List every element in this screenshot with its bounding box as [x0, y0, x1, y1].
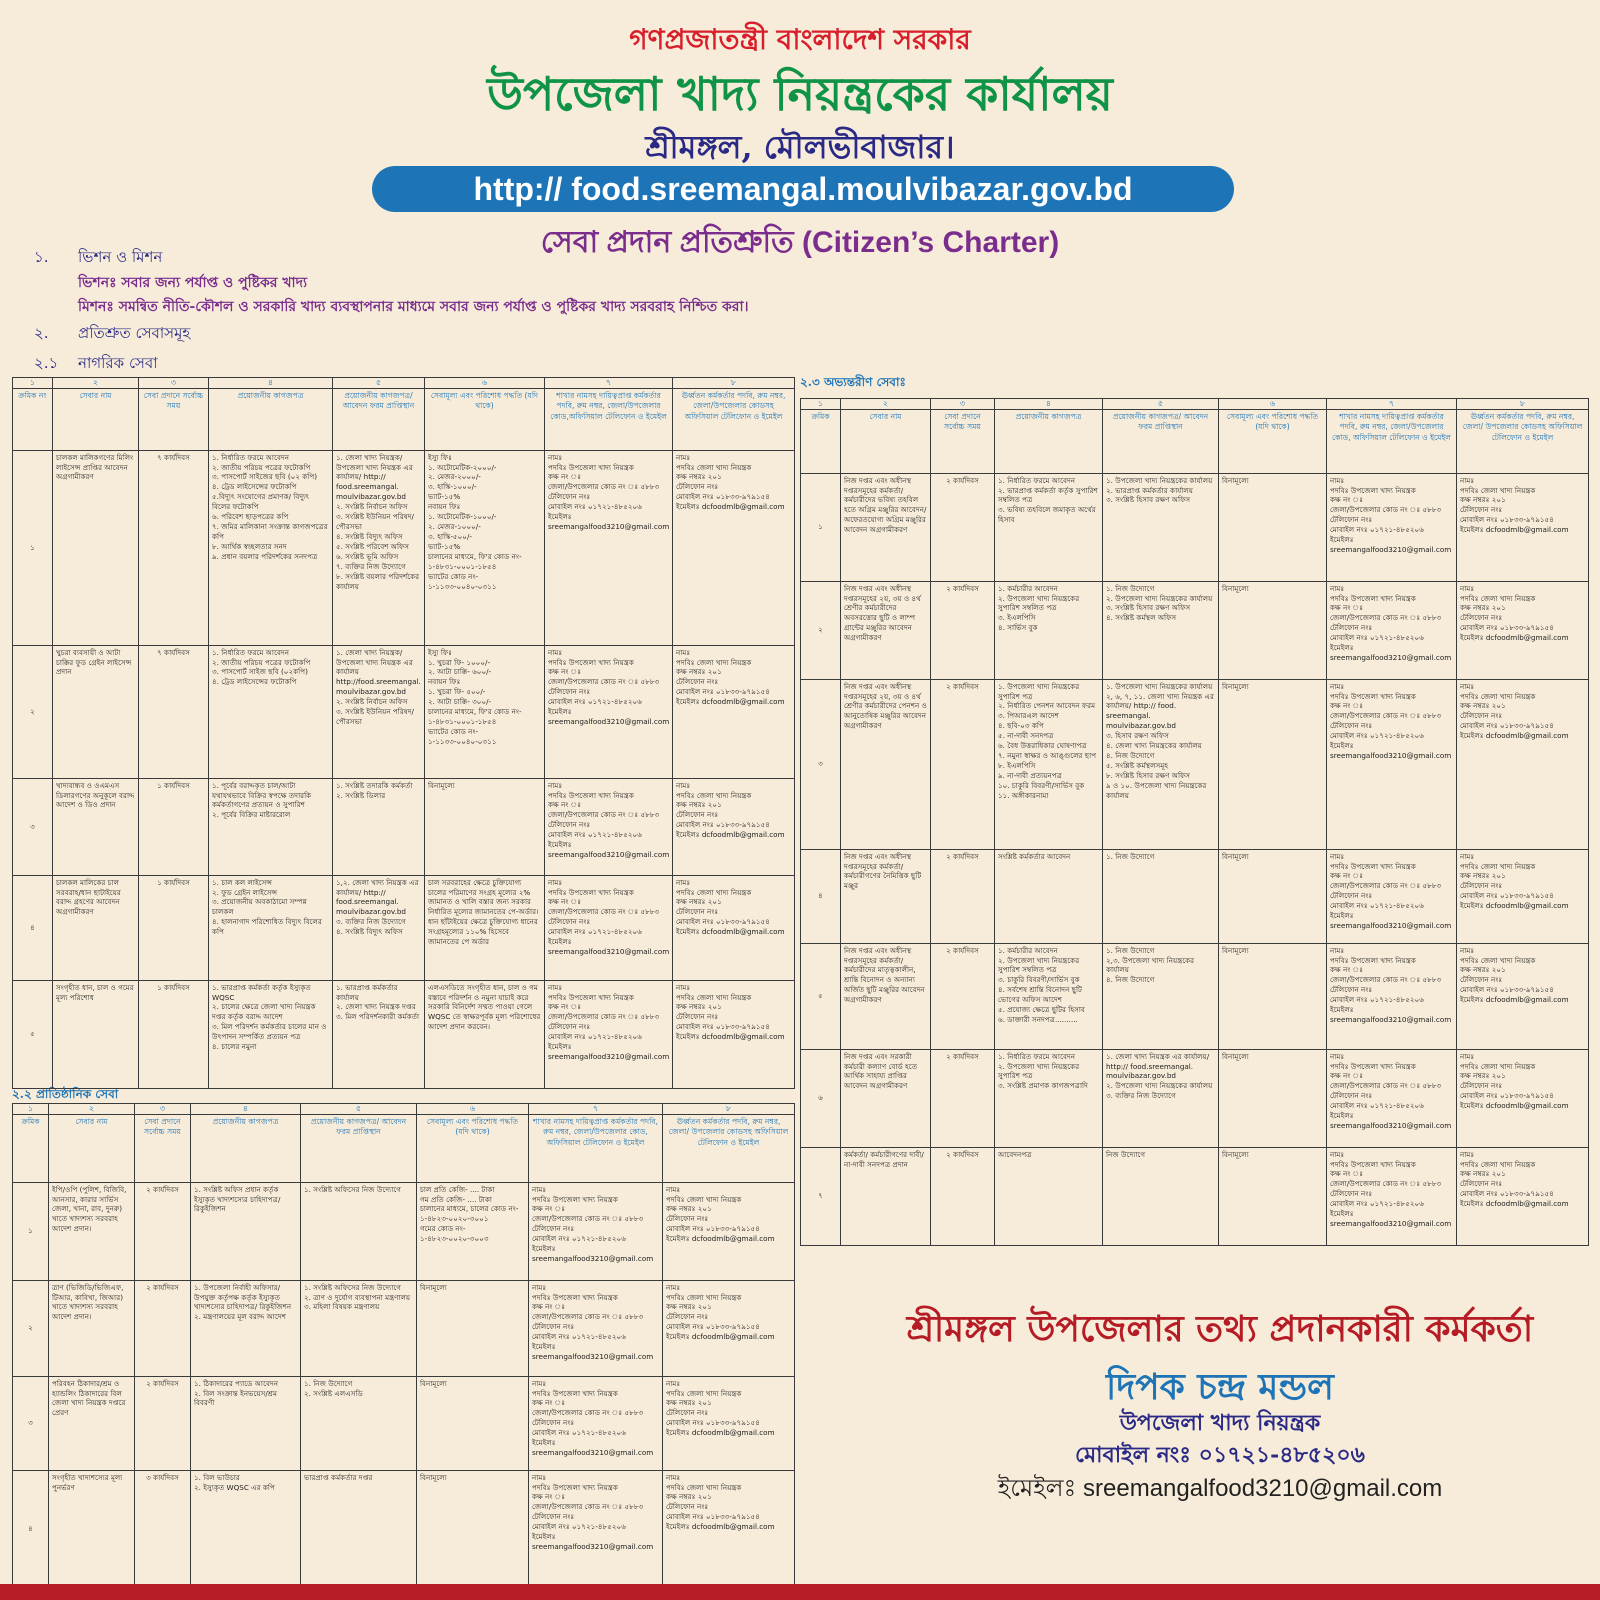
max-time-cell: ২ কার্যদিবস — [931, 1147, 995, 1245]
officer-cell: নামঃ পদবিঃ উপজেলা খাদ্য নিয়ন্ত্রক কক্ষ নং ঃ জেলা/উপজেলার কোড নং ঃ ৫৮৮৩ টেলিফোন নংঃ মোবাইল নংঃ ০১৭২১-৪৮৫২০৬ ইমেইলঃ sreemangalfood3210@gmail.com — [1327, 1049, 1457, 1147]
header-superior: ঊর্ধ্বতন কর্মকর্তার পদবি, রুম নম্বর, জেলা/ উপজেলার কোডসহ অফিসিয়াল টেলিফোন ও ইমেইল — [663, 1114, 795, 1182]
required-docs-cell: ১. নির্ধারিত ফরমে আবেদন ২. ভারপ্রাপ্ত কর্মকর্তা কর্তৃক সুপারিশ সম্বলিত পত্র ৩. ভবিষ্য তহবিলে জমাকৃত অর্থের হিসাব — [995, 473, 1103, 581]
header-serial: ক্রমিক — [13, 1114, 49, 1182]
col-number: ২ — [841, 399, 931, 410]
service-name-cell: খুচরা ব্যবসায়ী ও আটা চাক্কির ফুড গ্রেইন লাইসেন্স প্রদান — [53, 645, 139, 778]
serial-cell: ৩ — [13, 778, 53, 875]
table-row — [13, 1470, 795, 1588]
col-number: ৬ — [1219, 399, 1327, 410]
col-number: ৪ — [191, 1104, 301, 1115]
officer-cell: নামঃ পদবিঃ উপজেলা খাদ্য নিয়ন্ত্রক কক্ষ নং ঃ জেলা/উপজেলার কোড নং ঃ ৫৮৮৩ টেলিফোন নংঃ মোবাইল নংঃ ০১৭২১-৪৮৫২০৬ ইমেইলঃ sreemangalfood3210@gmail.com — [545, 875, 673, 980]
header-form-source: প্রয়োজনীয় কাগজপত্র/ আবেদন ফরম প্রাপ্তিস্থান — [333, 388, 425, 450]
max-time-cell: ১ কার্যদিবস — [139, 980, 209, 1088]
service-name-cell: চালকল মালিকের চাল সরবরাহ/ধান ছাটাইয়ের বরাদ্দ গ্রহণের আবেদন অগ্রগামীকরণ — [53, 875, 139, 980]
header-superior: ঊর্ধ্বতন কর্মকর্তার পদবি, রুম নম্বর, জেলা/ উপজেলার কোডসহ অফিসিয়াল টেলিফোন ও ইমেইল — [1457, 409, 1589, 473]
serial-cell: ৫ — [13, 980, 53, 1088]
header-serial: ক্রমিক নং — [13, 388, 53, 450]
table-row — [13, 778, 795, 875]
table-row — [13, 450, 795, 645]
info-officer-mobile: মোবাইল নংঃ ০১৭২১-৪৮৫২০৬ — [1075, 1442, 1365, 1468]
website-url[interactable]: http:// food.sreemangal.moulvibazar.gov.bd — [372, 166, 1234, 212]
fee-cell: ইস্যু ফিঃ ১. অটোমেটিক-২০০০/- ২. মেজর-২০০০/- ৩. হাস্কি-১০০০/- ভ্যাট-১৫% নবায়ন ফিঃ ১. অটোমেটিক-১০০০/- ২. মেজর-১০০০/- ৩. হাস্কি-৫০০/- ভ্যাট-১৫% চালানের মাধ্যমে, ফি'র কোড নং- ১-৪৮৩১-০০০১-১৮৫৪ ভ্যাটের কোড নং- ১-১১৩৩-০০৪০-০৩১১ — [425, 450, 545, 645]
officer-cell: নামঃ পদবিঃ উপজেলা খাদ্য নিয়ন্ত্রক কক্ষ নং ঃ জেলা/উপজেলার কোড নং ঃ ৫৮৮৩ টেলিফোন নংঃ মোবাইল নংঃ ০১৭২১-৪৮৫২০৬ ইমেইলঃ sreemangalfood3210@gmail.com — [545, 450, 673, 645]
serial-cell: ৭ — [801, 1147, 841, 1245]
service-name-cell: চালকল মালিকগণের মিলিং লাইসেন্স প্রাপ্তির আবেদন অগ্রগামীকরণ — [53, 450, 139, 645]
officer-cell: নামঃ পদবিঃ উপজেলা খাদ্য নিয়ন্ত্রক কক্ষ নং ঃ জেলা/উপজেলার কোড নং ঃ ৫৮৮৩ টেলিফোন নংঃ মোবাইল নংঃ ০১৭২১-৪৮৫২০৬ ইমেইলঃ sreemangalfood3210@gmail.com — [529, 1376, 663, 1470]
superior-cell: নামঃ পদবিঃ জেলা খাদ্য নিয়ন্ত্রক কক্ষ নম্বরঃ ২০১ টেলিফোন নংঃ মোবাইল নংঃ ০১৮৩৩-৯৭৯১৫৪ ইমেইলঃ dcfoodmlb@gmail.com — [673, 875, 795, 980]
fee-cell: বিনামূল্যে — [1219, 473, 1327, 581]
officer-cell: নামঃ পদবিঃ উপজেলা খাদ্য নিয়ন্ত্রক কক্ষ নং ঃ জেলা/উপজেলার কোড নং ঃ ৫৮৮৩ টেলিফোন নংঃ মোবাইল নংঃ ০১৭২১-৪৮৫২০৬ ইমেইলঃ sreemangalfood3210@gmail.com — [1327, 849, 1457, 943]
col-number: ৩ — [931, 399, 995, 410]
serial-cell: ৪ — [13, 1470, 49, 1588]
table-row — [801, 849, 1589, 943]
required-docs-cell: ১. নির্ধারিত ফরমে আবেদন ২. উপজেলা খাদ্য নিয়ন্ত্রকের সুপারিশ পত্র ৩. সংশ্লিষ্ট প্রমাণক কাগজপত্রাদি — [995, 1049, 1103, 1147]
col-number: ৫ — [333, 378, 425, 389]
table-row — [13, 875, 795, 980]
officer-cell: নামঃ পদবিঃ উপজেলা খাদ্য নিয়ন্ত্রক কক্ষ নং ঃ জেলা/উপজেলার কোড নং ঃ ৫৮৮৩ টেলিফোন নংঃ মোবাইল নংঃ ০১৭২১-৪৮৫২০৬ ইমেইলঃ sreemangalfood3210@gmail.com — [545, 980, 673, 1088]
required-docs-cell: ১. সংশ্লিষ্ট অফিস প্রধান কর্তৃক ইস্যুকৃত খাদ্যশস্যের চাহিদাপত্র/ রিকুইজিশন — [191, 1182, 301, 1280]
col-number: ৭ — [529, 1104, 663, 1115]
header-form-source: প্রয়োজনীয় কাগজপত্র/ আবেদন ফরম প্রাপ্তিস্থান — [301, 1114, 417, 1182]
superior-cell: নামঃ পদবিঃ জেলা খাদ্য নিয়ন্ত্রক কক্ষ নম্বরঃ ২০১ টেলিফোন নংঃ মোবাইল নংঃ ০১৮৩৩-৯৭৯১৫৪ ইমেইলঃ dcfoodmlb@gmail.com — [673, 778, 795, 875]
section-23-title: ২.৩ অভ্যন্তরীণ সেবাঃ — [800, 375, 906, 389]
max-time-cell: ২ কার্যদিবস — [931, 473, 995, 581]
superior-cell: নামঃ পদবিঃ জেলা খাদ্য নিয়ন্ত্রক কক্ষ নম্বরঃ ২০১ টেলিফোন নংঃ মোবাইল নংঃ ০১৮৩৩-৯৭৯১৫৪ ইমেইলঃ dcfoodmlb@gmail.com — [663, 1280, 795, 1376]
col-number: ৮ — [663, 1104, 795, 1115]
form-source-cell: ১. নিজ উদ্যোগে ২. উপজেলা খাদ্য নিয়ন্ত্রকের কার্যালয় ৩. সংশ্লিষ্ট হিসাব রক্ষণ অফিস ৪. সংশ্লিষ্ট কর্মস্থল অফিস — [1103, 581, 1219, 679]
form-source-cell: ১. উপজেলা খাদ্য নিয়ন্ত্রকের কার্যালয় ২. ভারপ্রাপ্ত কর্মকর্তার কার্যালয় ৩. সংশ্লিষ্ট হিসাব রক্ষণ অফিস — [1103, 473, 1219, 581]
section-21-heading — [34, 352, 158, 377]
serial-cell: ৪ — [13, 875, 53, 980]
required-docs-cell: ১. পূর্বের বরাদ্দকৃত চাল/আটা যথাযথভাবে বিক্রির স্বপক্ষে তদারকি কর্মকর্তাগণের প্রত্যয়ন ও সুপারিশ ২. পূর্বের বিক্রির মাষ্টাররোল — [209, 778, 333, 875]
section-21-number: ২.১ — [34, 354, 59, 372]
header-officer: শাখার নামসহ দায়িত্বপ্রাপ্ত কর্মকর্তার পদবি, রুম নম্বর, জেলা/উপজেলার কোড,অফিসিয়াল টেলিফোন ও ইমেইল — [545, 388, 673, 450]
service-name-cell: সংগৃহীত ধান, চাল ও গমের মূল্য পরিশোধ — [53, 980, 139, 1088]
form-source-cell: ১. জেলা খাদ্য নিয়ন্ত্রক/উপজেলা খাদ্য নিয়ন্ত্রক এর কার্যালয় http://food.sreemangal. moulvibazar.gov.bd ২. সংশ্লিষ্ট নির্বাচন অফিস ৩. সংশ্লিষ্ট ইউনিয়ন পরিষদ/পৌরসভা — [333, 645, 425, 778]
institutional-table-body — [13, 1182, 795, 1588]
service-name-cell: নিজ দপ্তর এবং সরকারী কর্মচারী কল্যাণ বোর্ড হতে আর্থিক সাহায্য প্রাপ্তির আবেদন অগ্রগামীকরণ — [841, 1049, 931, 1147]
superior-cell: নামঃ পদবিঃ জেলা খাদ্য নিয়ন্ত্রক কক্ষ নম্বরঃ ২০১ টেলিফোন নংঃ মোবাইল নংঃ ০১৮৩৩-৯৭৯১৫৪ ইমেইলঃ dcfoodmlb@gmail.com — [673, 450, 795, 645]
serial-cell: ১ — [13, 1182, 49, 1280]
required-docs-cell: ১. নির্ধারিত ফরমে আবেদন ২. জাতীয় পরিচয় পত্রের ফটোকপি ৩. পাসপোর্ট সাইজ ছবি (০২কপি) ৪. ট্রেড লাইসেন্সের ফটোকপি — [209, 645, 333, 778]
serial-cell: ২ — [13, 1280, 49, 1376]
header-service-name: সেবার নাম — [49, 1114, 135, 1182]
header-row — [13, 1114, 795, 1182]
col-number: ৫ — [301, 1104, 417, 1115]
serial-cell: ৫ — [801, 943, 841, 1049]
form-source-cell: ১. নিজ উদ্যোগে ২. সংশ্লিষ্ট এলএসডি — [301, 1376, 417, 1470]
serial-cell: ১ — [13, 450, 53, 645]
info-officer-subtitle: শ্রীমঙ্গল উপজেলার তথ্য প্রদানকারী কর্মকর্তা — [906, 1308, 1534, 1350]
fee-cell: বিনামূল্যে — [1219, 849, 1327, 943]
serial-cell: ১ — [801, 473, 841, 581]
header-required-docs: প্রয়োজনীয় কাগজপত্র — [191, 1114, 301, 1182]
col-number: ১ — [801, 399, 841, 410]
header-fee: সেবামূল্য এবং পরিশোধ পদ্ধতি (যদি থাকে) — [1219, 409, 1327, 473]
fee-cell: ইস্যু ফিঃ ১. খুচরা ফি- ১০০০/- ২. আটা চাক্কি- ৬০০/- নবায়ন ফিঃ ১. খুচরা ফি- ৫০০/- ২. আটা চাক্কি- ৩০০/- চালানের মাধ্যমে, ফি'র কোড নং- ১-৪৮৩১-০০০১-১৮৫৪ ভ্যাটের কোড নং- ১-১১৩৩-০০৪০-০৩১১ — [425, 645, 545, 778]
service-name-cell: ত্রাণ (ভিজিডি/ভিজিএফ, টিআর, কাবিখা, জিআর) খাতে খাদ্যশস্য সরবরাহ আদেশ প্রদান। — [49, 1280, 135, 1376]
service-name-cell: কর্মকর্তা/ কর্মচারীগণের দাবী/না-দাবী সনদপত্র প্রদান — [841, 1147, 931, 1245]
info-officer-email[interactable]: ইমেইলঃ sreemangalfood3210@gmail.com — [997, 1475, 1443, 1502]
required-docs-cell: ১. ঠিকাদারের প্যাডে আবেদন ২. বিল সংক্রান্ত ইনভয়েস/শ্রম বিবরণী — [191, 1376, 301, 1470]
required-docs-cell: সংশ্লিষ্ট কর্মকর্তার আবেদন — [995, 849, 1103, 943]
col-number: ৬ — [425, 378, 545, 389]
table-row — [13, 1280, 795, 1376]
institutional-services-table — [12, 1103, 795, 1589]
charter-title: সেবা প্রদান প্রতিশ্রুতি (Citizen’s Charter) — [540, 226, 1060, 259]
fee-cell: বিনামূল্যে — [1219, 943, 1327, 1049]
fee-cell: বিনামূল্যে — [425, 778, 545, 875]
service-name-cell: নিজ দপ্তর এবং অধীনস্থ দপ্তরসমূহের কর্মকর্তা/কর্মচারীগণের নৈমিত্তিক ছুটি মঞ্জুর — [841, 849, 931, 943]
form-source-cell: ১. উপজেলা খাদ্য নিয়ন্ত্রকের কার্যালয় ২, ৬, ৭, ১১. জেলা খাদ্য নিয়ন্ত্রক এর কার্যালয়/ http:// food. sreemangal. moulvibazar.gov.bd ৩. হিসাব রক্ষণ অফিস ৪. জেলা খাদ্য নিয়ন্ত্রকের কার্যালয় ৪. নিজ উদ্যোগে ৫. সংশ্লিষ্ট কর্মস্থলসমূহ ৮. সংশ্লিষ্ট হিসাব রক্ষণ অফিস ৯ ও ১০. উপজেলা খাদ্য নিয়ন্ত্রকের কার্যালয় — [1103, 679, 1219, 849]
fee-cell: বিনামূল্যে — [1219, 1049, 1327, 1147]
table-row — [801, 473, 1589, 581]
col-number: ২ — [53, 378, 139, 389]
office-location: শ্রীমঙ্গল, মৌলভীবাজার। — [645, 128, 955, 166]
officer-cell: নামঃ পদবিঃ উপজেলা খাদ্য নিয়ন্ত্রক কক্ষ নং ঃ জেলা/উপজেলার কোড নং ঃ ৫৮৮৩ টেলিফোন নংঃ মোবাইল নংঃ ০১৭২১-৪৮৫২০৬ ইমেইলঃ sreemangalfood3210@gmail.com — [1327, 1147, 1457, 1245]
fee-cell: চাল সরবরাহের ক্ষেত্রে চুক্তিযোগ্য চালের পরিমাণের সংগ্রহ মূল্যের ২% জামানত ও খালি বস্তার জন্য সরকার নির্ধারিত মূল্যের জামানতের পে-অর্ডার। ধান ছাঁটাইয়ের ক্ষেত্রে চুক্তিযোগ্য ধানের সংগ্রহমূল্যের ১১০% হিসেবে জামানতের পে অর্ডার — [425, 875, 545, 980]
serial-cell: ২ — [801, 581, 841, 679]
required-docs-cell: ১. চাল কল লাইসেন্স ২. ফুড গ্রেইন লাইসেন্স ৩. প্রয়োজনীয় অবকাঠামো সম্পন্ন চালকল ৪. হালনাগাদ পরিশোধিত বিদ্যুৎ বিলের কপি — [209, 875, 333, 980]
max-time-cell: ২ কার্যদিবস — [931, 1049, 995, 1147]
required-docs-cell: ১. কর্মচারীর আবেদন ২. উপজেলা খাদ্য নিয়ন্ত্রকের সুপারিশ সম্বলিত পত্র ৩. ইএলপিসি ৪. সার্ভিস বুক — [995, 581, 1103, 679]
service-name-cell: ইপি/ওপি (পুলিশ, বিজিবি, আনসার, কারার সার্ভিস জেলা, খানা, রাব, দুনরু) খাতে খাদ্যশস্য সরবরাহ আদেশ প্রদান। — [49, 1182, 135, 1280]
header-officer: শাখার নামসহ দায়িত্বপ্রাপ্ত কর্মকর্তার পদবি, রুম নম্বর, জেলা/উপজেলার কোড, অফিসিয়াল টেলিফোন ও ইমেইল — [529, 1114, 663, 1182]
col-number: ২ — [49, 1104, 135, 1115]
form-source-cell: ১. সংশ্লিষ্ট অফিসের নিজ উদ্যোগে ২. ত্রাণ ও দুর্যোগ ব্যবস্থাপনা মন্ত্রণালয় ৩. মহিলা বিষয়ক মন্ত্রণালয় — [301, 1280, 417, 1376]
service-name-cell: পরিবহন ঠিকাদার/শ্রম ও হ্যান্ডলিং ঠিকাদারের বিল জেলা খাদ্য নিয়ন্ত্রক দপ্তরে প্রেরণ — [49, 1376, 135, 1470]
header-service-name: সেবার নাম — [841, 409, 931, 473]
max-time-cell: ১ কার্যদিবস — [139, 778, 209, 875]
column-number-row — [13, 378, 795, 389]
fee-cell: বিনামূল্যে — [417, 1470, 529, 1588]
section-2-heading — [34, 322, 190, 347]
superior-cell: নামঃ পদবিঃ জেলা খাদ্য নিয়ন্ত্রক কক্ষ নম্বরঃ ২০১ টেলিফোন নংঃ মোবাইল নংঃ ০১৮৩৩-৯৭৯১৫৪ ইমেইলঃ dcfoodmlb@gmail.com — [1457, 581, 1589, 679]
fee-cell: বিনামূল্যে — [417, 1280, 529, 1376]
section-2-number: ২. — [34, 324, 49, 342]
superior-cell: নামঃ পদবিঃ জেলা খাদ্য নিয়ন্ত্রক কক্ষ নম্বরঃ ২০১ টেলিফোন নংঃ মোবাইল নংঃ ০১৮৩৩-৯৭৯১৫৪ ইমেইলঃ dcfoodmlb@gmail.com — [1457, 943, 1589, 1049]
required-docs-cell: ১. ভারপ্রাপ্ত কর্মকর্তা কর্তৃক ইস্যুকৃত WQSC ২. চালের ক্ষেত্রে জেলা খাদ্য নিয়ন্ত্রক দপ্তর কর্তৃক বরাদ্দ আদেশ ৩. মিল পরিদর্শন কর্মকর্তার চালের মান ও উৎপাদন সম্পর্কিত প্রত্যয়ন পত্র ৪. চালের নমুনা — [209, 980, 333, 1088]
fee-cell: বিনামূল্যে — [417, 1376, 529, 1470]
superior-cell: নামঃ পদবিঃ জেলা খাদ্য নিয়ন্ত্রক কক্ষ নম্বরঃ ২০১ টেলিফোন নংঃ মোবাইল নংঃ ০১৮৩৩-৯৭৯১৫৪ ইমেইলঃ dcfoodmlb@gmail.com — [1457, 679, 1589, 849]
max-time-cell: ২ কার্যদিবস — [135, 1376, 191, 1470]
officer-cell: নামঃ পদবিঃ উপজেলা খাদ্য নিয়ন্ত্রক কক্ষ নং ঃ জেলা/উপজেলার কোড নং ঃ ৫৮৮৩ টেলিফোন নংঃ মোবাইল নংঃ ০১৭২১-৪৮৫২০৬ ইমেইলঃ sreemangalfood3210@gmail.com — [545, 645, 673, 778]
section-1-heading — [34, 246, 162, 271]
fee-cell: এলএসডিতে সংগৃহীত ধান, চাল ও গম বস্তাবে পরিদর্শন ও নমুনা যাচাই করে সরকারি বিনির্দেশ সম্মত পাওয়া গেলে WQSC তে স্বাক্ষরপূর্বক মূল্য পরিশোধের আদেশ প্রদান করবেন। — [425, 980, 545, 1088]
table-row — [801, 943, 1589, 1049]
officer-cell: নামঃ পদবিঃ উপজেলা খাদ্য নিয়ন্ত্রক কক্ষ নং ঃ জেলা/উপজেলার কোড নং ঃ ৫৮৮৩ টেলিফোন নংঃ মোবাইল নংঃ ০১৭২১-৪৮৫২০৬ ইমেইলঃ sreemangalfood3210@gmail.com — [529, 1280, 663, 1376]
max-time-cell: ৭ কার্যদিবস — [139, 450, 209, 645]
col-number: ১ — [13, 378, 53, 389]
header-fee: সেবামূল্য এবং পরিশোধ পদ্ধতি (যদি থাকে) — [425, 388, 545, 450]
section-2-title: প্রতিশ্রুত সেবাসমূহ — [78, 324, 191, 342]
col-number: ৬ — [417, 1104, 529, 1115]
form-source-cell: ১. নিজ উদ্যোগে — [1103, 849, 1219, 943]
header-required-docs: প্রয়োজনীয় কাগজপত্র — [209, 388, 333, 450]
superior-cell: নামঃ পদবিঃ জেলা খাদ্য নিয়ন্ত্রক কক্ষ নম্বরঃ ২০১ টেলিফোন নংঃ মোবাইল নংঃ ০১৮৩৩-৯৭৯১৫৪ ইমেইলঃ dcfoodmlb@gmail.com — [1457, 1049, 1589, 1147]
required-docs-cell: ১. উপজেলা নির্বাহী অফিসার/উপযুক্ত কর্তৃপক্ষ কর্তৃক ইস্যুকৃত খাদ্যশস্যের চাহিদাপত্র/ রিকুইজিশন ২. মন্ত্রণালয়ের মূল বরাদ্দ আদেশ — [191, 1280, 301, 1376]
header-serial: ক্রমিক — [801, 409, 841, 473]
max-time-cell: ৭ কার্যদিবস — [139, 645, 209, 778]
mission-text: মিশনঃ সমন্বিত নীতি-কৌশল ও সরকারি খাদ্য ব্যবস্থাপনার মাধ্যমে সবার জন্য পর্যাপ্ত ও পুষ্টিকর খাদ্য সরবরাহ নিশ্চিত করা। — [78, 299, 749, 315]
internal-services-table — [800, 398, 1589, 1246]
header-max-time: সেবা প্রদানে সর্বোচ্চ সময় — [135, 1114, 191, 1182]
bottom-bar — [0, 1584, 1600, 1600]
col-number: ৪ — [209, 378, 333, 389]
form-source-cell: ১. সংশ্লিষ্ট তদারকি কর্মকর্তা ২. সংশ্লিষ্ট ডিলার — [333, 778, 425, 875]
col-number: ১ — [13, 1104, 49, 1115]
header-fee: সেবামূল্য এবং পরিশোধ পদ্ধতি (যদি থাকে) — [417, 1114, 529, 1182]
max-time-cell: ২ কার্যদিবস — [931, 849, 995, 943]
form-source-cell: ১. জেলা খাদ্য নিয়ন্ত্রক এর কার্যালয়/ http:// food.sreemangal. moulvibazar.gov.bd ২. উপজেলা খাদ্য নিয়ন্ত্রকের কার্যালয় ৩. ব্যক্তির নিজ উদ্যোগে — [1103, 1049, 1219, 1147]
vision-text: ভিশনঃ সবার জন্য পর্যাপ্ত ও পুষ্টিকর খাদ্য — [78, 275, 308, 291]
service-name-cell: সংগৃহীত খাদ্যশস্যের মূল্য পুনর্ভরণ — [49, 1470, 135, 1588]
column-number-row — [13, 1104, 795, 1115]
form-source-cell: ভারপ্রাপ্ত কর্মকর্তার দপ্তর — [301, 1470, 417, 1588]
col-number: ৭ — [545, 378, 673, 389]
table-row — [801, 1049, 1589, 1147]
table-row — [801, 581, 1589, 679]
required-docs-cell: ১. নির্ধারিত ফরমে আবেদন ২. জাতীয় পরিচয় পত্রের ফটোকপি ৩. পাসপোর্ট সাইজের ছবি (০২ কপি) ৪. ট্রেড লাইসেন্সের ফটোকপি ৫.বিদ্যুৎ সংযোগের প্রমাণক/ বিদ্যুৎ বিলের ফটোকপি ৬. পরিবেশ ছাড়পত্রের কপি ৭. জমির মালিকানা সংক্রান্ত কাগজপত্রের কপি ৮. আর্থিক স্বচ্ছলতার সনদ ৯. প্রধান বয়লার পরিদর্শকের সনদপত্র — [209, 450, 333, 645]
section-21-title: নাগরিক সেবা — [78, 354, 158, 372]
header-required-docs: প্রয়োজনীয় কাগজপত্র — [995, 409, 1103, 473]
government-title: গণপ্রজাতন্ত্রী বাংলাদেশ সরকার — [629, 23, 971, 56]
required-docs-cell: ১. উপজেলা খাদ্য নিয়ন্ত্রকের সুপারিশ পত্র ২. নির্ধারিত পেনশন আবেদন ফরম ৩. পিআরএল আদেশ ৪. ছবি-০৩ কপি ৫. না-দাবী সনদপত্র ৬. বৈধ উত্তরাধিকার ঘোষণাপত্র ৭. নমুনা স্বাক্ষর ও আঙ্গুলের ছাপ ৮. ইএলপিসি ৯. না-দাবী প্রত্যয়নপত্র ১০. চাকুরি বিবরণী/সার্ভিস বুক ১১. অঙ্গীকারনামা — [995, 679, 1103, 849]
section-1-title: ভিশন ও মিশন — [78, 248, 163, 266]
serial-cell: ৩ — [801, 679, 841, 849]
form-source-cell: ১. সংশ্লিষ্ট অফিসের নিজ উদ্যোগে — [301, 1182, 417, 1280]
officer-cell: নামঃ পদবিঃ উপজেলা খাদ্য নিয়ন্ত্রক কক্ষ নং ঃ জেলা/উপজেলার কোড নং ঃ ৫৮৮৩ টেলিফোন নংঃ মোবাইল নংঃ ০১৭২১-৪৮৫২০৬ ইমেইলঃ sreemangalfood3210@gmail.com — [1327, 473, 1457, 581]
officer-cell: নামঃ পদবিঃ উপজেলা খাদ্য নিয়ন্ত্রক কক্ষ নং ঃ জেলা/উপজেলার কোড নং ঃ ৫৮৮৩ টেলিফোন নংঃ মোবাইল নংঃ ০১৭২১-৪৮৫২০৬ ইমেইলঃ sreemangalfood3210@gmail.com — [1327, 943, 1457, 1049]
fee-cell: বিনামূল্যে — [1219, 581, 1327, 679]
table-row — [801, 679, 1589, 849]
col-number: ৪ — [995, 399, 1103, 410]
max-time-cell: ২ কার্যদিবস — [135, 1182, 191, 1280]
col-number: ৫ — [1103, 399, 1219, 410]
header-form-source: প্রয়োজনীয় কাগজপত্র/ আবেদন ফরম প্রাপ্তিস্থান — [1103, 409, 1219, 473]
service-name-cell: নিজ দপ্তর এবং অধীনস্থ দপ্তরসমূহের ২য়, ৩য় ও ৪র্থ শ্রেণীর কর্মচারীদের পেনশন ও আনুতোষিক মঞ্জুরির আবেদন অগ্রগামীকরণ — [841, 679, 931, 849]
required-docs-cell: ১. বিল ভাউচার ২. ইস্যুকৃত WQSC এর কপি — [191, 1470, 301, 1588]
office-title: উপজেলা খাদ্য নিয়ন্ত্রকের কার্যালয় — [487, 67, 1113, 121]
required-docs-cell: ১. কর্মচারীর আবেদন ২. উপজেলা খাদ্য নিয়ন্ত্রকের সুপারিশ সম্বলিত পত্র ৩. চাকুরি বিবরণী/সার্ভিস বুক ৪. সর্বশেষ শ্রান্তি বিনোদন ছুটি ভোগের অফিস আদেশ ৫. প্রযোজ্য ক্ষেত্রে ছুটির হিসাব ৬. ডাক্তারী সনদপত্র.......... — [995, 943, 1103, 1049]
officer-cell: নামঃ পদবিঃ উপজেলা খাদ্য নিয়ন্ত্রক কক্ষ নং ঃ জেলা/উপজেলার কোড নং ঃ ৫৮৮৩ টেলিফোন নংঃ মোবাইল নংঃ ০১৭২১-৪৮৫২০৬ ইমেইলঃ sreemangalfood3210@gmail.com — [529, 1182, 663, 1280]
superior-cell: নামঃ পদবিঃ জেলা খাদ্য নিয়ন্ত্রক কক্ষ নম্বরঃ ২০১ টেলিফোন নংঃ মোবাইল নংঃ ০১৮৩৩-৯৭৯১৫৪ ইমেইলঃ dcfoodmlb@gmail.com — [1457, 1147, 1589, 1245]
max-time-cell: ১ কার্যদিবস — [139, 875, 209, 980]
form-source-cell: ১,২. জেলা খাদ্য নিয়ন্ত্রক এর কার্যালয়/ http:// food.sreemangal. moulvibazar.gov.bd ৩. ব্যক্তির নিজ উদ্যোগে ৪. সংশ্লিষ্ট বিদ্যুৎ অফিস — [333, 875, 425, 980]
superior-cell: নামঃ পদবিঃ জেলা খাদ্য নিয়ন্ত্রক কক্ষ নম্বরঃ ২০১ টেলিফোন নংঃ মোবাইল নংঃ ০১৮৩৩-৯৭৯১৫৪ ইমেইলঃ dcfoodmlb@gmail.com — [663, 1470, 795, 1588]
table-row — [801, 1147, 1589, 1245]
table-row — [13, 1376, 795, 1470]
fee-cell: বিনামূল্যে — [1219, 1147, 1327, 1245]
max-time-cell: ২ কার্যদিবস — [931, 943, 995, 1049]
service-name-cell: নিজ দপ্তর এবং অধীনস্থ দপ্তরসমূহের ২য়, ৩য় ও ৪র্থ শ্রেণীর কর্মচারীদের অবসরত্তোর ছুটি ও লাম্প গ্রান্টের মঞ্জুরির আবেদন অগ্রগামীকরণ — [841, 581, 931, 679]
max-time-cell: ২ কার্যদিবস — [931, 679, 995, 849]
superior-cell: নামঃ পদবিঃ জেলা খাদ্য নিয়ন্ত্রক কক্ষ নম্বরঃ ২০১ টেলিফোন নংঃ মোবাইল নংঃ ০১৮৩৩-৯৭৯১৫৪ ইমেইলঃ dcfoodmlb@gmail.com — [673, 645, 795, 778]
section-1-number: ১. — [34, 248, 49, 266]
max-time-cell: ২ কার্যদিবস — [135, 1280, 191, 1376]
form-source-cell: ১. জেলা খাদ্য নিয়ন্ত্রক/উপজেলা খাদ্য নিয়ন্ত্রক এর কার্যালয়/ http:// food.sreemangal. moulvibazar.gov.bd ২. সংশ্লিষ্ট নির্বাচন অফিস ৩. সংশ্লিষ্ট ইউনিয়ন পরিষদ/পৌরসভা ৪. সংশ্লিষ্ট বিদ্যুৎ অফিস ৫. সংশ্লিষ্ট পরিবেশ অফিস ৬. সংশ্লিষ্ট ভূমি অফিস ৭. ব্যক্তির নিজ উদ্যোগে ৮. সংশ্লিষ্ট বয়লার পরিদর্শকের কার্যালয় — [333, 450, 425, 645]
col-number: ৮ — [1457, 399, 1589, 410]
table-row — [13, 1182, 795, 1280]
service-name-cell: খাদ্যবান্ধব ও ওএমএস ডিলারগণের অনুকূলে বরাদ্দ আদেশ ও ডিও প্রদান — [53, 778, 139, 875]
info-officer-name: দিপক চন্দ্র মন্ডল — [1105, 1366, 1334, 1408]
required-docs-cell: আবেদনপত্র — [995, 1147, 1103, 1245]
superior-cell: নামঃ পদবিঃ জেলা খাদ্য নিয়ন্ত্রক কক্ষ নম্বরঃ ২০১ টেলিফোন নংঃ মোবাইল নংঃ ০১৮৩৩-৯৭৯১৫৪ ইমেইলঃ dcfoodmlb@gmail.com — [663, 1182, 795, 1280]
superior-cell: নামঃ পদবিঃ জেলা খাদ্য নিয়ন্ত্রক কক্ষ নম্বরঃ ২০১ টেলিফোন নংঃ মোবাইল নংঃ ০১৮৩৩-৯৭৯১৫৪ ইমেইলঃ dcfoodmlb@gmail.com — [663, 1376, 795, 1470]
header-max-time: সেবা প্রদানে সর্বোচ্চ সময় — [139, 388, 209, 450]
table-row — [13, 645, 795, 778]
citizen-services-table — [12, 377, 795, 1089]
header-officer: শাখার নামসহ দায়িত্বপ্রাপ্ত কর্মকর্তার পদবি, রুম নম্বর, জেলা/উপজেলার কোড, অফিসিয়াল টেলিফোন ও ইমেইল — [1327, 409, 1457, 473]
header-max-time: সেবা প্রদানে সর্বোচ্চ সময় — [931, 409, 995, 473]
fee-cell: চাল প্রতি কেজি- .... টাকা গম প্রতি কেজি- .... টাকা চালানের মাধ্যমে, চালের কোড নং- ১-৪৮২৩-০০২০-৩০০১ গমের কোড নং- ১-৪৮২৩-০০২০-৩০০৩ — [417, 1182, 529, 1280]
officer-cell: নামঃ পদবিঃ উপজেলা খাদ্য নিয়ন্ত্রক কক্ষ নং ঃ জেলা/উপজেলার কোড নং ঃ ৫৮৮৩ টেলিফোন নংঃ মোবাইল নংঃ ০১৭২১-৪৮৫২০৬ ইমেইলঃ sreemangalfood3210@gmail.com — [529, 1470, 663, 1588]
superior-cell: নামঃ পদবিঃ জেলা খাদ্য নিয়ন্ত্রক কক্ষ নম্বরঃ ২০১ টেলিফোন নংঃ মোবাইল নংঃ ০১৮৩৩-৯৭৯১৫৪ ইমেইলঃ dcfoodmlb@gmail.com — [1457, 849, 1589, 943]
serial-cell: ৩ — [13, 1376, 49, 1470]
officer-cell: নামঃ পদবিঃ উপজেলা খাদ্য নিয়ন্ত্রক কক্ষ নং ঃ জেলা/উপজেলার কোড নং ঃ ৫৮৮৩ টেলিফোন নংঃ মোবাইল নংঃ ০১৭২১-৪৮৫২০৬ ইমেইলঃ sreemangalfood3210@gmail.com — [1327, 581, 1457, 679]
table-row — [13, 980, 795, 1088]
section-22-title: ২.২ প্রাতিষ্ঠানিক সেবা — [12, 1087, 119, 1101]
col-number: ৭ — [1327, 399, 1457, 410]
service-name-cell: নিজ দপ্তর এবং অধীনস্থ দপ্তরসমূহের কর্মকর্তা/কর্মচারীদের ভবিষ্য তহবিল হতে অগ্রিম মঞ্জুরির আবেদন/অফেরতযোগ্য অগ্রিম মঞ্জুরির আবেদন অগ্রগামীকরণ — [841, 473, 931, 581]
col-number: ৩ — [139, 378, 209, 389]
serial-cell: ২ — [13, 645, 53, 778]
officer-cell: নামঃ পদবিঃ উপজেলা খাদ্য নিয়ন্ত্রক কক্ষ নং ঃ জেলা/উপজেলার কোড নং ঃ ৫৮৮৩ টেলিফোন নংঃ মোবাইল নংঃ ০১৭২১-৪৮৫২০৬ ইমেইলঃ sreemangalfood3210@gmail.com — [1327, 679, 1457, 849]
header-superior: ঊর্ধ্বতন কর্মকর্তার পদবি, রুম নম্বর, জেলা/উপজেলার কোডসহ অফিসিয়াল টেলিফোন ও ইমেইল — [673, 388, 795, 450]
col-number: ৮ — [673, 378, 795, 389]
officer-cell: নামঃ পদবিঃ উপজেলা খাদ্য নিয়ন্ত্রক কক্ষ নং ঃ জেলা/উপজেলার কোড নং ঃ ৫৮৮৩ টেলিফোন নংঃ মোবাইল নংঃ ০১৭২১-৪৮৫২০৬ ইমেইলঃ sreemangalfood3210@gmail.com — [545, 778, 673, 875]
header-row — [13, 388, 795, 450]
form-source-cell: নিজ উদ্যোগে — [1103, 1147, 1219, 1245]
header-row — [801, 409, 1589, 473]
form-source-cell: ১. ভারপ্রাপ্ত কর্মকর্তার কার্যালয় ২. জেলা খাদ্য নিয়ন্ত্রক দপ্তর ৩. মিল পরিদর্শনকারী কর্মকর্তা — [333, 980, 425, 1088]
superior-cell: নামঃ পদবিঃ জেলা খাদ্য নিয়ন্ত্রক কক্ষ নম্বরঃ ২০১ টেলিফোন নংঃ মোবাইল নংঃ ০১৮৩৩-৯৭৯১৫৪ ইমেইলঃ dcfoodmlb@gmail.com — [1457, 473, 1589, 581]
info-officer-designation: উপজেলা খাদ্য নিয়ন্ত্রক — [1119, 1410, 1321, 1436]
service-name-cell: নিজ দপ্তর এবং অধীনস্থ দপ্তরসমূহের কর্মকর্তা/কর্মচারীদের মাতৃত্বকালীন, শ্রান্তি বিনোদন ও অন্যান্য অর্জিত ছুটি মঞ্জুরির আবেদন অগ্রগামীকরণ — [841, 943, 931, 1049]
col-number: ৩ — [135, 1104, 191, 1115]
header-service-name: সেবার নাম — [53, 388, 139, 450]
citizen-table-body — [13, 450, 795, 1088]
max-time-cell: ২ কার্যদিবস — [931, 581, 995, 679]
max-time-cell: ৩ কার্যদিবস — [135, 1470, 191, 1588]
superior-cell: নামঃ পদবিঃ জেলা খাদ্য নিয়ন্ত্রক কক্ষ নম্বরঃ ২০১ টেলিফোন নংঃ মোবাইল নংঃ ০১৮৩৩-৯৭৯১৫৪ ইমেইলঃ dcfoodmlb@gmail.com — [673, 980, 795, 1088]
serial-cell: ৬ — [801, 1049, 841, 1147]
column-number-row — [801, 399, 1589, 410]
serial-cell: ৪ — [801, 849, 841, 943]
form-source-cell: ১. নিজ উদ্যোগে ২,৩. উপজেলা খাদ্য নিয়ন্ত্রকের কার্যালয় ৪. নিজ উদ্যোগে — [1103, 943, 1219, 1049]
fee-cell: বিনামূল্যে — [1219, 679, 1327, 849]
internal-table-body — [801, 473, 1589, 1245]
